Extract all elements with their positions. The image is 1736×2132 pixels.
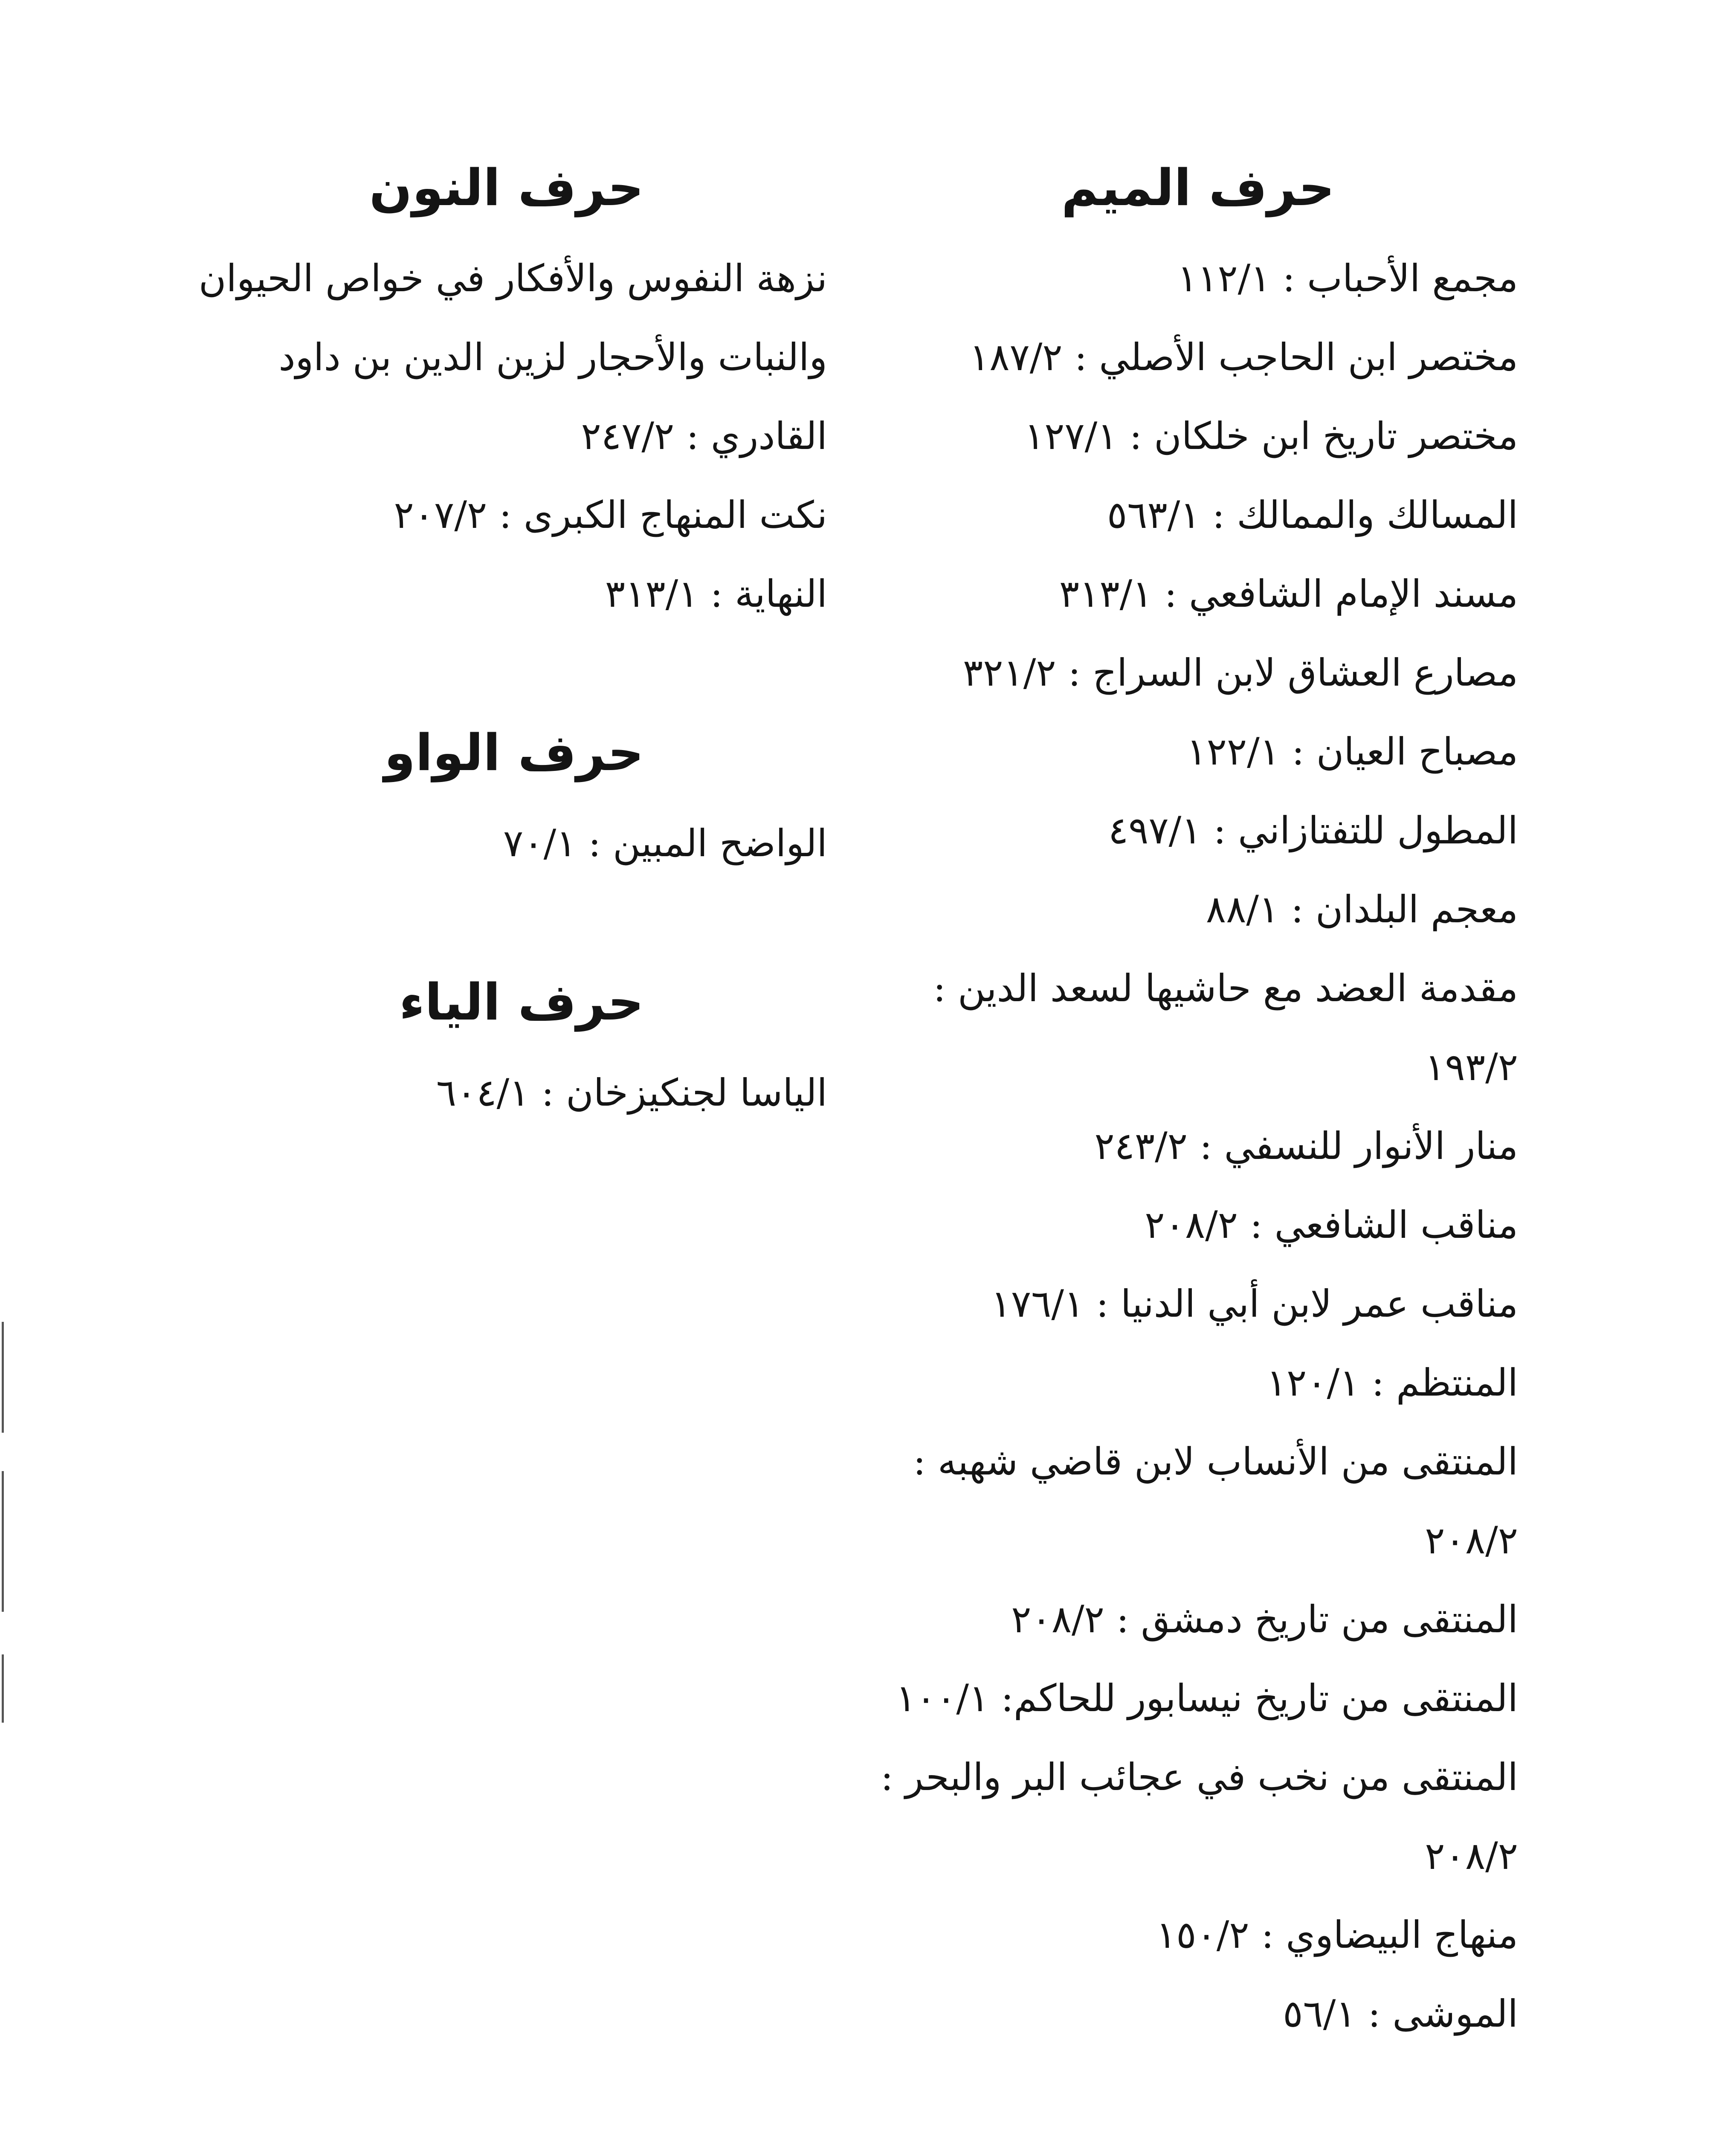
index-entry: الياسا لجنكيزخان : ٦٠٤/١ (436, 1071, 827, 1115)
section-waw (213, 718, 827, 883)
index-entry-continuation: القادري : ٢٤٧/٢ (581, 414, 827, 458)
index-entry: مسند الإمام الشافعي : ٣١٣/١ (1059, 572, 1518, 616)
scan-edge-mark (2, 1322, 4, 1433)
index-entry: منار الأنوار للنسفي : ٢٤٣/٢ (1094, 1124, 1518, 1168)
index-entry-continuation: ١٩٣/٢ (1425, 1045, 1518, 1089)
section-heading-noon: حرف النون (369, 158, 644, 217)
index-entry: مصارع العشاق لابن السراج : ٣٢١/٢ (962, 651, 1518, 695)
index-entry-continuation: ٢٠٨/٢ (1425, 1518, 1518, 1562)
index-entry: مقدمة العضد مع حاشيها لسعد الدين : (933, 966, 1518, 1010)
index-entry: نكت المنهاج الكبرى : ٢٠٧/٢ (394, 493, 827, 537)
index-entry: المطول للتفتازاني : ٤٩٧/١ (1108, 808, 1518, 852)
index-entry: نزهة النفوس والأفكار في خواص الحيوان (198, 256, 827, 300)
index-entry: مناقب عمر لابن أبي الدنيا : ١٧٦/١ (991, 1282, 1518, 1326)
index-entry: المنتقى من تاريخ دمشق : ٢٠٨/٢ (1011, 1597, 1518, 1641)
section-noon (198, 154, 827, 633)
index-entry: منهاج البيضاوي : ١٥٠/٢ (1156, 1913, 1518, 1957)
index-entry: الموشى : ٥٦/١ (1283, 1992, 1518, 2036)
index-entry-continuation: والنبات والأحجار لزين الدين بن داود (278, 335, 827, 379)
right-column (881, 154, 1518, 2053)
index-entry: المنتقى من الأنساب لابن قاضي شهبه : (913, 1440, 1518, 1483)
left-column (198, 154, 827, 1217)
index-entry: مختصر تاريخ ابن خلكان : ١٢٧/١ (1024, 414, 1518, 458)
section-yaa (213, 968, 827, 1132)
index-entry: معجم البلدان : ٨٨/١ (1206, 887, 1518, 931)
index-entry: مناقب الشافعي : ٢٠٨/٢ (1145, 1203, 1518, 1247)
scan-edge-mark (2, 1471, 4, 1612)
index-entry: المسالك والممالك : ٥٦٣/١ (1107, 493, 1518, 537)
section-heading-yaa: حرف الياء (399, 973, 644, 1031)
index-entry: المنتقى من تاريخ نيسابور للحاكم: ١٠٠/١ (896, 1676, 1518, 1720)
index-entry-continuation: ٢٠٨/٢ (1425, 1834, 1518, 1878)
meem-entries (881, 239, 1518, 2053)
scan-edge-mark (2, 1654, 4, 1723)
index-entry: المنتقى من نخب في عجائب البر والبحر : (881, 1755, 1518, 1799)
section-heading-waw: حرف الواو (384, 723, 644, 782)
section-heading-meem: حرف الميم (1061, 158, 1335, 217)
index-entry: مختصر ابن الحاجب الأصلي : ١٨٧/٢ (969, 335, 1518, 379)
index-entry: مجمع الأحباب : ١١٢/١ (1177, 256, 1518, 300)
index-entry: الواضح المبين : ٧٠/١ (503, 821, 827, 865)
index-entry: النهاية : ٣١٣/١ (605, 572, 827, 616)
index-entry: مصباح العيان : ١٢٢/١ (1186, 730, 1518, 773)
index-entry: المنتظم : ١٢٠/١ (1266, 1361, 1518, 1405)
